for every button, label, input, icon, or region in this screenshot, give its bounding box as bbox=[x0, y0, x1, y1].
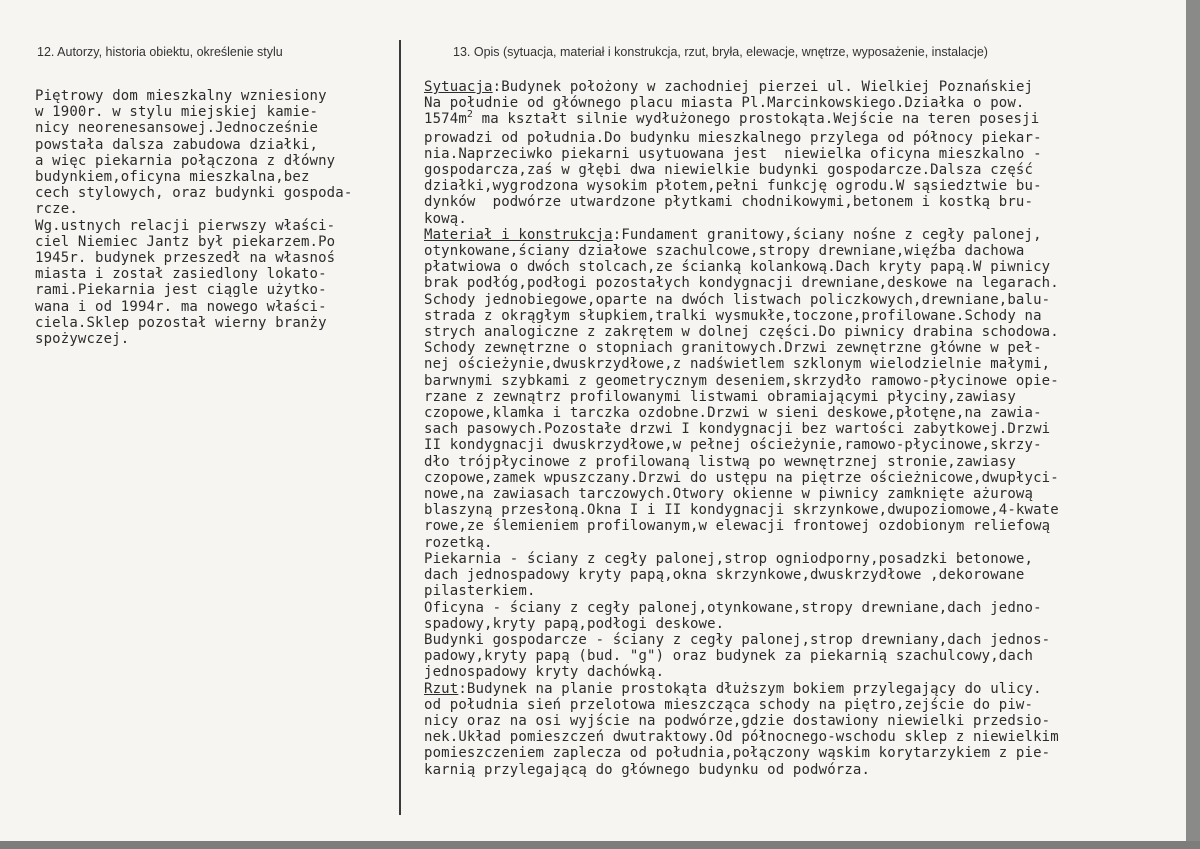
line-text: spadowy,kryty papą,podłogi deskowe. bbox=[424, 615, 725, 632]
line-text: rzane z zewnątrz profilowanymi listwami obramiającymi płyciny,zawiasy bbox=[424, 388, 1016, 405]
history-line: cech stylowych, oraz budynki gospoda- bbox=[35, 185, 353, 202]
line-text: jednospadowy kryty dachówką. bbox=[424, 664, 665, 681]
description-line bbox=[424, 308, 1059, 324]
line-text: od południa sień przelotowa mieszcząca schody na piętro,zejście do piw- bbox=[424, 696, 1034, 713]
line-text: pilasterkiem. bbox=[424, 583, 536, 600]
section-label: Rzut bbox=[424, 680, 459, 697]
line-text: Piekarnia - ściany z cegły palonej,strop ogniodporny,posadzki betonowe, bbox=[424, 550, 1034, 567]
description-line bbox=[424, 389, 1059, 405]
history-line: spożywczej. bbox=[35, 331, 130, 348]
line-text: Budynki gospodarcze - ściany z cegły palonej,strop drewniany,dach jednos- bbox=[424, 631, 1051, 648]
line-text: pomieszczeniem zaplecza od południa,połączony wąskim korytarzykiem z pie- bbox=[424, 745, 1051, 762]
line-text: rozetką. bbox=[424, 534, 493, 551]
line-text: dynków podwórze utwardzone płytkami chodnikowymi,betonem i kostką bru- bbox=[424, 194, 1034, 211]
description-line bbox=[424, 111, 1059, 129]
description-line bbox=[424, 373, 1059, 389]
line-text: Schody zewnętrzne o stopniach granitowych.Drzwi zewnętrzne główne w peł- bbox=[424, 340, 1042, 357]
line-text: :Budynek na planie prostokąta dłuższym bokiem przylegający do ulicy. bbox=[458, 680, 1042, 697]
line-text: nicy oraz na osi wyjście na podwórze,gdzie dostawiony niewielki przedsio- bbox=[424, 712, 1051, 729]
section-label: Materiał i konstrukcja bbox=[424, 226, 613, 243]
description-line bbox=[424, 600, 1059, 616]
description-line bbox=[424, 454, 1059, 470]
line-text: padowy,kryty papą (bud. "g") oraz budynek za piekarnią szachulcowy,dach bbox=[424, 648, 1034, 665]
line-text: dach jednospadowy kryty papą,okna skrzynkowe,dwuskrzydłowe ,dekorowane bbox=[424, 567, 1025, 584]
line-text: prowadzi od południa.Do budynku mieszkalnego przylega od północy piekar- bbox=[424, 129, 1042, 146]
description-line bbox=[424, 275, 1059, 291]
line-text: nowe,na zawiasach tarczowych.Otwory okienne w piwnicy zamknięte ażurową bbox=[424, 486, 1034, 503]
history-line: rcze. bbox=[35, 201, 78, 218]
description-line bbox=[424, 729, 1059, 745]
line-text: płatwiowa o dwóch stolcach,ze ścianką kolankową.Dach kryty papą.W piwnicy bbox=[424, 259, 1051, 276]
description-line bbox=[424, 340, 1059, 356]
description-line bbox=[424, 632, 1059, 648]
line-text: rowe,ze ślemieniem profilowanym,w elewacji frontowej ozdobionym reliefową bbox=[424, 518, 1051, 535]
line-text: II kondygnacji dwuskrzydłowe,w pełnej ościeżynie,ramowo-płycinowe,skrzy- bbox=[424, 437, 1042, 454]
description-line bbox=[424, 243, 1059, 259]
history-line: nicy neorenesansowej.Jednocześnie bbox=[35, 120, 319, 137]
history-line: Piętrowy dom mieszkalny wzniesiony bbox=[35, 88, 327, 104]
description-line bbox=[424, 405, 1059, 421]
line-text: ma kształt silnie wydłużonego prostokąta.Wejście na teren posesji bbox=[473, 111, 1040, 128]
line-text: Schody jednobiegowe,oparte na dwóch listwach policzkowych,drewniane,balu- bbox=[424, 291, 1051, 308]
history-text bbox=[35, 88, 352, 347]
history-line: Wg.ustnych relacji pierwszy właści- bbox=[35, 217, 336, 234]
history-line: rami.Piekarnia jest ciągle użytko- bbox=[35, 282, 327, 299]
description-line bbox=[424, 356, 1059, 372]
column-divider bbox=[399, 40, 401, 815]
description-line bbox=[424, 486, 1059, 502]
description-line bbox=[424, 162, 1059, 178]
line-text: czopowe,zamek wpuszczany.Drzwi do ustępu na piętrze ościeżnicowe,dwupłyci- bbox=[424, 469, 1059, 486]
description-line bbox=[424, 567, 1059, 583]
right-column-header: 13. Opis (sytuacja, materiał i konstrukcja, rzut, bryła, elewacje, wnętrze, wyposażenie, instalacje) bbox=[453, 45, 988, 59]
line-text: 1574m bbox=[424, 111, 467, 128]
description-line bbox=[424, 551, 1059, 567]
description-line bbox=[424, 762, 1059, 778]
description-line bbox=[424, 211, 1059, 227]
scan-edge-bottom bbox=[0, 841, 1200, 849]
description-line bbox=[424, 697, 1059, 713]
description-line bbox=[424, 648, 1059, 664]
description-line bbox=[424, 259, 1059, 275]
line-text: :Budynek położony w zachodniej pierzei ul. Wielkiej Poznańskiej bbox=[492, 79, 1034, 95]
history-line: miasta i został zasiedlony lokato- bbox=[35, 266, 327, 283]
description-line bbox=[424, 421, 1059, 437]
line-text: strada z okrągłym słupkiem,tralki wysmukłe,toczone,profilowane.Schody na bbox=[424, 307, 1042, 324]
description-line bbox=[424, 583, 1059, 599]
description-line bbox=[424, 664, 1059, 680]
description-line bbox=[424, 616, 1059, 632]
line-text: nia.Naprzeciwko piekarni usytuowana jest niewielka oficyna mieszkalno - bbox=[424, 145, 1042, 162]
description-line bbox=[424, 681, 1059, 697]
description-line bbox=[424, 324, 1059, 340]
description-line bbox=[424, 178, 1059, 194]
description-line bbox=[424, 227, 1059, 243]
scan-edge-right bbox=[1186, 0, 1200, 849]
description-line bbox=[424, 535, 1059, 551]
history-line: ciela.Sklep pozostał wierny branży bbox=[35, 314, 327, 331]
history-line: powstała dalsza zabudowa działki, bbox=[35, 136, 319, 153]
history-line: 1945r. budynek przeszedł na własnoś bbox=[35, 250, 336, 267]
line-text: działki,wygrodzona wysokim płotem,pełni funkcję ogrodu.W sąsiedztwie bu- bbox=[424, 178, 1042, 195]
line-text: dło trójpłycinowe z profilowaną listwą po wewnętrznej stronie,zawiasy bbox=[424, 453, 1016, 470]
description-line bbox=[424, 194, 1059, 210]
history-line: w 1900r. w stylu miejskiej kamie- bbox=[35, 104, 319, 121]
line-text: nej ościeżynie,dwuskrzydłowe,z nadświetlem szklonym wielodzielnie małymi, bbox=[424, 356, 1051, 373]
line-text: otynkowane,ściany działowe szachulcowe,stropy drewniane,więźba dachowa bbox=[424, 243, 1025, 260]
section-label: Sytuacja bbox=[424, 79, 493, 95]
description-line bbox=[424, 502, 1059, 518]
history-line: budynkiem,oficyna mieszkalna,bez bbox=[35, 169, 310, 186]
line-text: nek.Układ pomieszczeń dwutraktowy.Od północnego-wschodu sklep z niewielkim bbox=[424, 729, 1059, 746]
description-line bbox=[424, 470, 1059, 486]
line-text: kową. bbox=[424, 210, 467, 227]
line-text: Na południe od głównego placu miasta Pl.Marcinkowskiego.Działka o pow. bbox=[424, 95, 1025, 112]
history-line: ciel Niemiec Jantz był piekarzem.Po bbox=[35, 233, 336, 250]
line-text: strych analogiczne z zakrętem w dolnej części.Do piwnicy drabina schodowa. bbox=[424, 324, 1059, 341]
left-column-header: 12. Autorzy, historia obiektu, określenie stylu bbox=[37, 45, 283, 59]
line-text: blaszyną przesłoną.Okna I i II kondygnacji skrzynkowe,dwupoziomowe,4-kwate bbox=[424, 502, 1059, 519]
description-line bbox=[424, 146, 1059, 162]
description-line bbox=[424, 95, 1059, 111]
line-text: czopowe,klamka i tarczka ozdobne.Drzwi w sieni deskowe,płotęne,na zawia- bbox=[424, 405, 1042, 422]
superscript: 2 bbox=[466, 109, 474, 121]
line-text: sach pasowych.Pozostałe drzwi I kondygnacji bez wartości zabytkowej.Drzwi bbox=[424, 421, 1051, 438]
line-text: barwnymi szybkami z geometrycznym deseniem,skrzydło ramowo-płycinowe opie- bbox=[424, 372, 1059, 389]
description-line bbox=[424, 79, 1059, 95]
line-text: brak podłóg,podłogi pozostałych kondygnacji drewniane,deskowe na legarach. bbox=[424, 275, 1059, 292]
description-line bbox=[424, 713, 1059, 729]
line-text: gospodarcza,zaś w głębi dwa niewielkie budynki gospodarcze.Dalsza część bbox=[424, 162, 1034, 179]
history-line: a więc piekarnia połączona z dłówny bbox=[35, 152, 336, 169]
line-text: :Fundament granitowy,ściany nośne z cegły palonej, bbox=[612, 226, 1042, 243]
description-text bbox=[424, 79, 1059, 778]
description-line bbox=[424, 437, 1059, 453]
description-line bbox=[424, 745, 1059, 761]
description-line bbox=[424, 292, 1059, 308]
history-line: wana i od 1994r. ma nowego właści- bbox=[35, 298, 327, 315]
line-text: Oficyna - ściany z cegły palonej,otynkowane,stropy drewniane,dach jedno- bbox=[424, 599, 1042, 616]
description-line bbox=[424, 518, 1059, 534]
description-line bbox=[424, 130, 1059, 146]
line-text: karnią przylegającą do głównego budynku od podwórza. bbox=[424, 761, 871, 778]
